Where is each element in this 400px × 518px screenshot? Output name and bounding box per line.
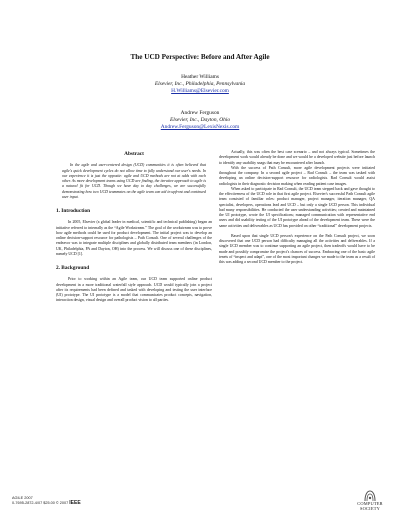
section-1-heading: 1. Introduction — [56, 208, 91, 214]
author-affiliation: Elsevier, Inc., Dayton, Ohio — [169, 117, 231, 123]
isbn-line — [12, 501, 81, 506]
body-paragraph: When asked to participate in Rad Consult, the UCD team stepped back and gave thought to the effectiveness of the UCD role in that first agile project. Elsevier's successful Path Consult agile team consisted of familiar roles: product manager, project manager, iteration manager, QA specialist, developers, operations lead and UCD – but only a single UCD person. This individual had many responsibilities. He conducted the user understanding activities; created and maintained the UI prototype, wrote the UI specifications; managed communication with representative end users and did usability testing of the UI prototype ahead of the development team. These were the same activities and deliverables as UCD has provided on other “traditional” development projects. — [219, 186, 375, 228]
author-affiliation: Elsevier, Inc., Philadelphia, Pennsylvania — [154, 81, 246, 87]
paper-title: The UCD Perspective: Before and After Agile — [130, 53, 270, 61]
page-footer — [12, 496, 81, 506]
conference-label: AGILE 2007 — [12, 496, 33, 500]
computer-society-logo — [352, 490, 388, 514]
abstract-text: In the agile and user-centered design (UCD) communities it is often believed that agile's quick development cycles do not allow time to fully understand our user's needs. In our experience it is just the opposite: agile and UCD methods are not at odds with each other. As more development teams using UCD are finding, the iterative approach to agile is a natural fit for UCD. Though we have day to day challenges, we are successfully demonstrating how two UCD teammates on the agile team can aid in upfront and continued user input. — [62, 163, 206, 199]
section-1-paragraph: In 2005, Elsevier (a global leader in medical, scientific and technical publishing) began an initiative referred to internally as the “Agile Workstream.” The goal of the workstream was to prove how agile methods could be used for product development. The initial project was to develop an online decision-support resource for pathologists – Path Consult. One of several challenges of the endeavor was to integrate multiple disciplines and globally distributed team members (in London, UK, Philadelphia, PA and Dayton, OH) into the process. We will discuss one of these disciplines, namely UCD [1]. — [56, 220, 212, 256]
author-email-link[interactable]: H.Williams@Elsevier.com — [171, 88, 229, 94]
right-column — [219, 150, 375, 265]
left-column — [56, 152, 212, 304]
section-2-paragraph: Prior to working within an Agile team, our UCD team supported online product development in a more traditional waterfall style approach. UCD would typically join a project after its requirements had been defined and tasked with developing and testing the user interface (UI) prototype. The UI prototype is a model that communicates product concepts, navigation, interaction design, visual design and overall product vision to all parties. — [56, 277, 212, 303]
body-paragraph: With the success of Path Consult, more agile development projects were initiated throughout the company. In a second agile project – Rad Consult – the team was tasked with developing an online decision-support resource for radiologists. Rad Consult would assist radiologists in their diagnostic decision making when reading patient case images. — [219, 165, 375, 186]
section-2-heading: 2. Background — [56, 265, 90, 271]
isbn-text: 0-7695-2872-4/07 $25.00 © 2007 — [12, 501, 69, 505]
logo-line-1: COMPUTER — [357, 501, 383, 506]
abstract-heading: Abstract — [124, 151, 144, 157]
author-block-1 — [0, 74, 400, 95]
author-name: Heather Williams — [181, 74, 219, 80]
body-paragraph: Based upon that single UCD person's experience on the Path Consult project, we soon discovered that one UCD person had difficulty managing all the activities and deliverables. If a single UCD member was to continue supporting an agile project, then tradeoffs would have to be made and possibly compromise the project's chances of success. Embracing one of the basic agile tenets of “inspect and adapt”, one of the most important changes we made to the team as a result of this was adding a second UCD member to the project. — [219, 233, 375, 264]
logo-line-2: SOCIETY — [360, 505, 380, 511]
author-block-2 — [0, 110, 400, 131]
body-paragraph: Actually, this was often the best case scenario – and not always typical. Sometimes the development work would already be done and we would be a developed website just before launch to identify any usability snags that may be encountered after launch. — [219, 150, 375, 165]
author-email-link[interactable]: Andrew.Ferguson@LexisNexis.com — [160, 124, 240, 130]
ieee-logo-text: IEEE — [69, 500, 81, 506]
author-name: Andrew Ferguson — [180, 110, 220, 116]
